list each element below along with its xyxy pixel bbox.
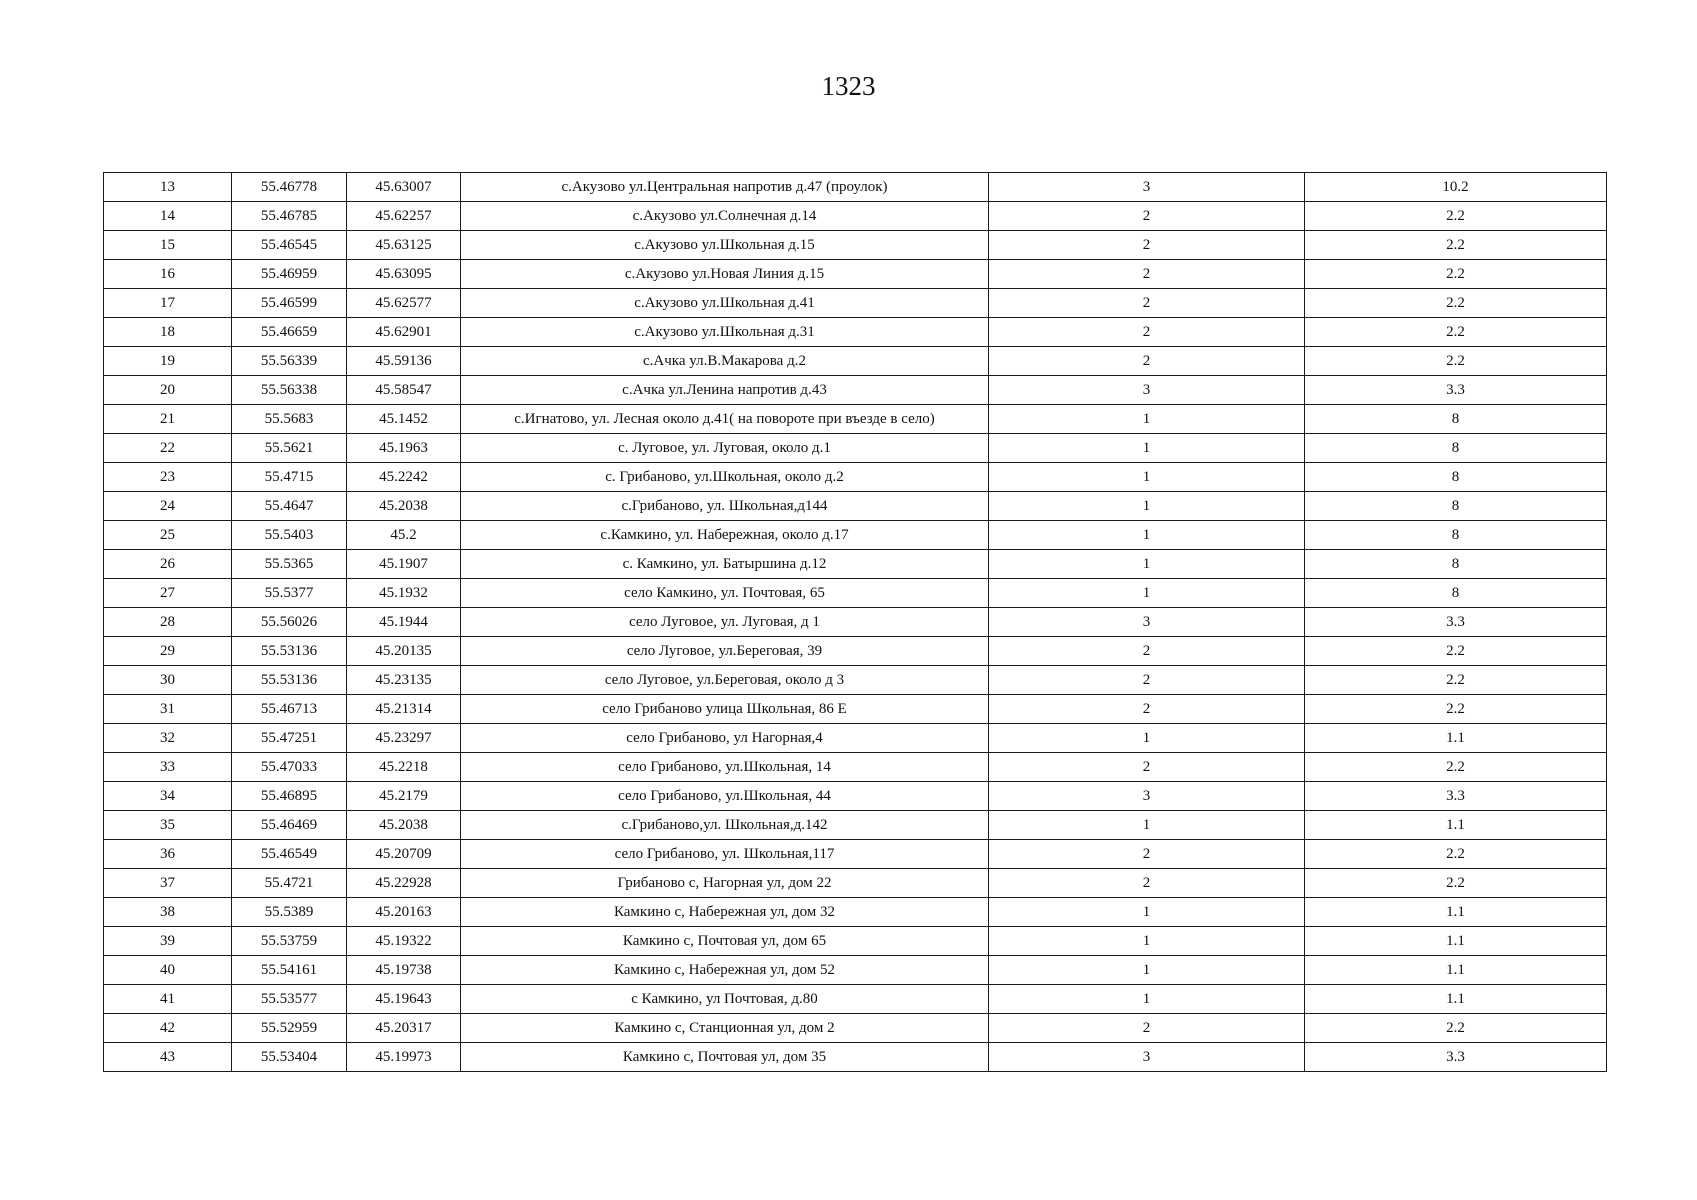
address-cell: с Камкино, ул Почтовая, д.80 bbox=[461, 985, 989, 1014]
count-cell: 2 bbox=[989, 695, 1305, 724]
value-cell: 2.2 bbox=[1305, 695, 1607, 724]
address-cell: село Грибаново, ул.Школьная, 44 bbox=[461, 782, 989, 811]
count-cell: 3 bbox=[989, 782, 1305, 811]
longitude-cell: 45.63007 bbox=[347, 173, 461, 202]
latitude-cell: 55.53404 bbox=[232, 1043, 347, 1072]
count-cell: 1 bbox=[989, 579, 1305, 608]
count-cell: 1 bbox=[989, 724, 1305, 753]
row-number-cell: 31 bbox=[104, 695, 232, 724]
table-row bbox=[104, 869, 1607, 898]
row-number-cell: 30 bbox=[104, 666, 232, 695]
table-row bbox=[104, 347, 1607, 376]
count-cell: 3 bbox=[989, 173, 1305, 202]
value-cell: 3.3 bbox=[1305, 782, 1607, 811]
row-number-cell: 22 bbox=[104, 434, 232, 463]
longitude-cell: 45.58547 bbox=[347, 376, 461, 405]
longitude-cell: 45.20135 bbox=[347, 637, 461, 666]
longitude-cell: 45.63095 bbox=[347, 260, 461, 289]
table-row bbox=[104, 289, 1607, 318]
latitude-cell: 55.46713 bbox=[232, 695, 347, 724]
row-number-cell: 20 bbox=[104, 376, 232, 405]
table-row bbox=[104, 1014, 1607, 1043]
address-cell: с.Акузово ул.Школьная д.15 bbox=[461, 231, 989, 260]
value-cell: 2.2 bbox=[1305, 1014, 1607, 1043]
latitude-cell: 55.46959 bbox=[232, 260, 347, 289]
address-cell: с.Акузово ул.Школьная д.41 bbox=[461, 289, 989, 318]
address-cell: село Грибаново улица Школьная, 86 Е bbox=[461, 695, 989, 724]
table-row bbox=[104, 405, 1607, 434]
longitude-cell: 45.62577 bbox=[347, 289, 461, 318]
latitude-cell: 55.53759 bbox=[232, 927, 347, 956]
latitude-cell: 55.46785 bbox=[232, 202, 347, 231]
table-row bbox=[104, 811, 1607, 840]
table-row bbox=[104, 985, 1607, 1014]
latitude-cell: 55.46469 bbox=[232, 811, 347, 840]
address-cell: село Камкино, ул. Почтовая, 65 bbox=[461, 579, 989, 608]
longitude-cell: 45.20163 bbox=[347, 898, 461, 927]
row-number-cell: 28 bbox=[104, 608, 232, 637]
address-cell: Камкино с, Набережная ул, дом 32 bbox=[461, 898, 989, 927]
row-number-cell: 41 bbox=[104, 985, 232, 1014]
table-row bbox=[104, 173, 1607, 202]
count-cell: 1 bbox=[989, 811, 1305, 840]
latitude-cell: 55.52959 bbox=[232, 1014, 347, 1043]
latitude-cell: 55.53136 bbox=[232, 637, 347, 666]
longitude-cell: 45.2038 bbox=[347, 492, 461, 521]
table-body bbox=[104, 173, 1607, 1072]
table-row bbox=[104, 637, 1607, 666]
row-number-cell: 16 bbox=[104, 260, 232, 289]
table-row bbox=[104, 492, 1607, 521]
value-cell: 8 bbox=[1305, 521, 1607, 550]
table-row bbox=[104, 550, 1607, 579]
longitude-cell: 45.59136 bbox=[347, 347, 461, 376]
value-cell: 1.1 bbox=[1305, 956, 1607, 985]
address-cell: Камкино с, Почтовая ул, дом 35 bbox=[461, 1043, 989, 1072]
longitude-cell: 45.19643 bbox=[347, 985, 461, 1014]
value-cell: 10.2 bbox=[1305, 173, 1607, 202]
value-cell: 3.3 bbox=[1305, 376, 1607, 405]
value-cell: 1.1 bbox=[1305, 927, 1607, 956]
count-cell: 1 bbox=[989, 956, 1305, 985]
address-cell: с. Луговое, ул. Луговая, около д.1 bbox=[461, 434, 989, 463]
table-row bbox=[104, 782, 1607, 811]
latitude-cell: 55.54161 bbox=[232, 956, 347, 985]
row-number-cell: 24 bbox=[104, 492, 232, 521]
value-cell: 1.1 bbox=[1305, 898, 1607, 927]
address-cell: с. Камкино, ул. Батыршина д.12 bbox=[461, 550, 989, 579]
latitude-cell: 55.5389 bbox=[232, 898, 347, 927]
value-cell: 2.2 bbox=[1305, 318, 1607, 347]
value-cell: 1.1 bbox=[1305, 985, 1607, 1014]
latitude-cell: 55.56338 bbox=[232, 376, 347, 405]
longitude-cell: 45.2038 bbox=[347, 811, 461, 840]
row-number-cell: 38 bbox=[104, 898, 232, 927]
count-cell: 1 bbox=[989, 927, 1305, 956]
row-number-cell: 36 bbox=[104, 840, 232, 869]
address-cell: с.Грибаново, ул. Школьная,д144 bbox=[461, 492, 989, 521]
latitude-cell: 55.5377 bbox=[232, 579, 347, 608]
longitude-cell: 45.19322 bbox=[347, 927, 461, 956]
count-cell: 2 bbox=[989, 289, 1305, 318]
count-cell: 1 bbox=[989, 898, 1305, 927]
row-number-cell: 43 bbox=[104, 1043, 232, 1072]
value-cell: 3.3 bbox=[1305, 1043, 1607, 1072]
address-cell: с.Ачка ул.Ленина напротив д.43 bbox=[461, 376, 989, 405]
address-cell: село Луговое, ул.Береговая, 39 bbox=[461, 637, 989, 666]
count-cell: 2 bbox=[989, 637, 1305, 666]
longitude-cell: 45.20709 bbox=[347, 840, 461, 869]
count-cell: 2 bbox=[989, 1014, 1305, 1043]
table-row bbox=[104, 579, 1607, 608]
value-cell: 8 bbox=[1305, 579, 1607, 608]
row-number-cell: 13 bbox=[104, 173, 232, 202]
table-row bbox=[104, 840, 1607, 869]
address-cell: село Грибаново, ул. Школьная,117 bbox=[461, 840, 989, 869]
table-row bbox=[104, 260, 1607, 289]
table-row bbox=[104, 956, 1607, 985]
page-number: 1323 bbox=[821, 71, 876, 101]
row-number-cell: 18 bbox=[104, 318, 232, 347]
value-cell: 8 bbox=[1305, 550, 1607, 579]
longitude-cell: 45.23135 bbox=[347, 666, 461, 695]
longitude-cell: 45.62901 bbox=[347, 318, 461, 347]
count-cell: 1 bbox=[989, 434, 1305, 463]
value-cell: 2.2 bbox=[1305, 202, 1607, 231]
latitude-cell: 55.46599 bbox=[232, 289, 347, 318]
address-cell: Грибаново с, Нагорная ул, дом 22 bbox=[461, 869, 989, 898]
row-number-cell: 42 bbox=[104, 1014, 232, 1043]
data-table bbox=[103, 172, 1607, 1072]
longitude-cell: 45.22928 bbox=[347, 869, 461, 898]
address-cell: с.Грибаново,ул. Школьная,д.142 bbox=[461, 811, 989, 840]
address-cell: с.Акузово ул.Школьная д.31 bbox=[461, 318, 989, 347]
table-row bbox=[104, 376, 1607, 405]
row-number-cell: 23 bbox=[104, 463, 232, 492]
row-number-cell: 29 bbox=[104, 637, 232, 666]
row-number-cell: 14 bbox=[104, 202, 232, 231]
count-cell: 3 bbox=[989, 608, 1305, 637]
table-row bbox=[104, 1043, 1607, 1072]
longitude-cell: 45.21314 bbox=[347, 695, 461, 724]
address-cell: с.Камкино, ул. Набережная, около д.17 bbox=[461, 521, 989, 550]
count-cell: 1 bbox=[989, 492, 1305, 521]
longitude-cell: 45.2179 bbox=[347, 782, 461, 811]
count-cell: 2 bbox=[989, 840, 1305, 869]
longitude-cell: 45.2 bbox=[347, 521, 461, 550]
longitude-cell: 45.2242 bbox=[347, 463, 461, 492]
value-cell: 2.2 bbox=[1305, 289, 1607, 318]
value-cell: 2.2 bbox=[1305, 869, 1607, 898]
row-number-cell: 21 bbox=[104, 405, 232, 434]
count-cell: 1 bbox=[989, 463, 1305, 492]
value-cell: 2.2 bbox=[1305, 840, 1607, 869]
value-cell: 2.2 bbox=[1305, 637, 1607, 666]
latitude-cell: 55.5683 bbox=[232, 405, 347, 434]
row-number-cell: 25 bbox=[104, 521, 232, 550]
latitude-cell: 55.4715 bbox=[232, 463, 347, 492]
count-cell: 2 bbox=[989, 231, 1305, 260]
latitude-cell: 55.5403 bbox=[232, 521, 347, 550]
count-cell: 2 bbox=[989, 666, 1305, 695]
value-cell: 3.3 bbox=[1305, 608, 1607, 637]
count-cell: 2 bbox=[989, 318, 1305, 347]
table-row bbox=[104, 898, 1607, 927]
address-cell: с. Грибаново, ул.Школьная, около д.2 bbox=[461, 463, 989, 492]
longitude-cell: 45.1963 bbox=[347, 434, 461, 463]
latitude-cell: 55.47251 bbox=[232, 724, 347, 753]
table-row bbox=[104, 434, 1607, 463]
row-number-cell: 19 bbox=[104, 347, 232, 376]
latitude-cell: 55.5621 bbox=[232, 434, 347, 463]
latitude-cell: 55.46895 bbox=[232, 782, 347, 811]
latitude-cell: 55.46659 bbox=[232, 318, 347, 347]
count-cell: 1 bbox=[989, 550, 1305, 579]
address-cell: с.Акузово ул.Новая Линия д.15 bbox=[461, 260, 989, 289]
latitude-cell: 55.56339 bbox=[232, 347, 347, 376]
table-row bbox=[104, 318, 1607, 347]
value-cell: 1.1 bbox=[1305, 724, 1607, 753]
address-cell: село Луговое, ул.Береговая, около д 3 bbox=[461, 666, 989, 695]
latitude-cell: 55.53136 bbox=[232, 666, 347, 695]
count-cell: 1 bbox=[989, 405, 1305, 434]
value-cell: 8 bbox=[1305, 492, 1607, 521]
value-cell: 1.1 bbox=[1305, 811, 1607, 840]
value-cell: 2.2 bbox=[1305, 231, 1607, 260]
table-row bbox=[104, 695, 1607, 724]
table-row bbox=[104, 463, 1607, 492]
latitude-cell: 55.47033 bbox=[232, 753, 347, 782]
count-cell: 3 bbox=[989, 376, 1305, 405]
latitude-cell: 55.46549 bbox=[232, 840, 347, 869]
address-cell: с.Ачка ул.В.Макарова д.2 bbox=[461, 347, 989, 376]
longitude-cell: 45.1907 bbox=[347, 550, 461, 579]
count-cell: 2 bbox=[989, 753, 1305, 782]
latitude-cell: 55.4721 bbox=[232, 869, 347, 898]
address-cell: село Луговое, ул. Луговая, д 1 bbox=[461, 608, 989, 637]
table-row bbox=[104, 724, 1607, 753]
latitude-cell: 55.46545 bbox=[232, 231, 347, 260]
row-number-cell: 40 bbox=[104, 956, 232, 985]
row-number-cell: 32 bbox=[104, 724, 232, 753]
address-cell: Камкино с, Станционная ул, дом 2 bbox=[461, 1014, 989, 1043]
latitude-cell: 55.53577 bbox=[232, 985, 347, 1014]
row-number-cell: 37 bbox=[104, 869, 232, 898]
row-number-cell: 33 bbox=[104, 753, 232, 782]
count-cell: 1 bbox=[989, 521, 1305, 550]
row-number-cell: 15 bbox=[104, 231, 232, 260]
longitude-cell: 45.19973 bbox=[347, 1043, 461, 1072]
value-cell: 2.2 bbox=[1305, 347, 1607, 376]
address-cell: с.Акузово ул.Центральная напротив д.47 (проулок) bbox=[461, 173, 989, 202]
longitude-cell: 45.1932 bbox=[347, 579, 461, 608]
row-number-cell: 17 bbox=[104, 289, 232, 318]
table-row bbox=[104, 202, 1607, 231]
table-row bbox=[104, 521, 1607, 550]
longitude-cell: 45.1452 bbox=[347, 405, 461, 434]
count-cell: 1 bbox=[989, 985, 1305, 1014]
count-cell: 2 bbox=[989, 260, 1305, 289]
latitude-cell: 55.5365 bbox=[232, 550, 347, 579]
value-cell: 8 bbox=[1305, 463, 1607, 492]
address-cell: Камкино с, Набережная ул, дом 52 bbox=[461, 956, 989, 985]
longitude-cell: 45.20317 bbox=[347, 1014, 461, 1043]
count-cell: 2 bbox=[989, 202, 1305, 231]
longitude-cell: 45.19738 bbox=[347, 956, 461, 985]
longitude-cell: 45.23297 bbox=[347, 724, 461, 753]
table-row bbox=[104, 753, 1607, 782]
address-cell: село Грибаново, ул.Школьная, 14 bbox=[461, 753, 989, 782]
count-cell: 2 bbox=[989, 869, 1305, 898]
latitude-cell: 55.4647 bbox=[232, 492, 347, 521]
table-row bbox=[104, 231, 1607, 260]
longitude-cell: 45.1944 bbox=[347, 608, 461, 637]
longitude-cell: 45.2218 bbox=[347, 753, 461, 782]
row-number-cell: 27 bbox=[104, 579, 232, 608]
value-cell: 8 bbox=[1305, 434, 1607, 463]
count-cell: 3 bbox=[989, 1043, 1305, 1072]
value-cell: 8 bbox=[1305, 405, 1607, 434]
row-number-cell: 34 bbox=[104, 782, 232, 811]
row-number-cell: 39 bbox=[104, 927, 232, 956]
row-number-cell: 26 bbox=[104, 550, 232, 579]
count-cell: 2 bbox=[989, 347, 1305, 376]
table-row bbox=[104, 608, 1607, 637]
address-cell: село Грибаново, ул Нагорная,4 bbox=[461, 724, 989, 753]
row-number-cell: 35 bbox=[104, 811, 232, 840]
address-cell: с.Игнатово, ул. Лесная около д.41( на повороте при въезде в село) bbox=[461, 405, 989, 434]
value-cell: 2.2 bbox=[1305, 753, 1607, 782]
longitude-cell: 45.62257 bbox=[347, 202, 461, 231]
address-cell: с.Акузово ул.Солнечная д.14 bbox=[461, 202, 989, 231]
latitude-cell: 55.56026 bbox=[232, 608, 347, 637]
table-row bbox=[104, 666, 1607, 695]
value-cell: 2.2 bbox=[1305, 666, 1607, 695]
address-cell: Камкино с, Почтовая ул, дом 65 bbox=[461, 927, 989, 956]
longitude-cell: 45.63125 bbox=[347, 231, 461, 260]
table-row bbox=[104, 927, 1607, 956]
value-cell: 2.2 bbox=[1305, 260, 1607, 289]
latitude-cell: 55.46778 bbox=[232, 173, 347, 202]
